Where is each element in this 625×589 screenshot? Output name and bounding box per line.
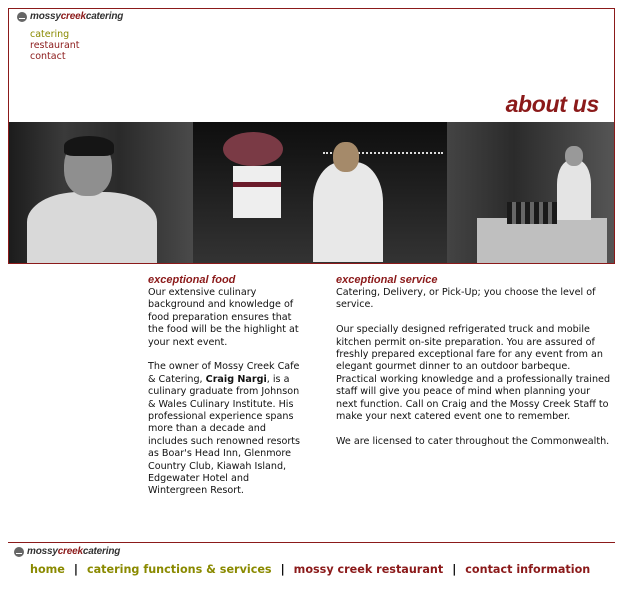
footer-nav-catering[interactable]: catering functions & services: [87, 563, 272, 576]
food-paragraph-2: The owner of Mossy Creek Cafe & Catering, Craig Nargi, is a culinary graduate from Johnson & Wales Culinary Institute. His professional experience spans more than a decade and includes such renowned resorts as Boar's Head Inn, Glenmore Country Club, Kiawah Island, Edgewater Hotel and Wintergreen Resort.: [148, 361, 301, 497]
footer-logo[interactable]: [14, 546, 120, 557]
bar-service-photo: [447, 122, 614, 263]
top-nav-catering[interactable]: catering: [30, 29, 70, 40]
footer-nav: [30, 563, 590, 576]
page-title: about us: [505, 91, 599, 117]
photo-strip: [9, 122, 614, 263]
footer-nav-contact[interactable]: contact information: [465, 563, 591, 576]
footer-divider: [8, 542, 615, 543]
nav-separator: |: [452, 563, 457, 576]
logo-mark-icon: [17, 12, 27, 22]
logo-mark-icon: [14, 547, 24, 557]
site-logo[interactable]: [17, 11, 123, 22]
service-paragraph-3: We are licensed to cater throughout the Commonwealth.: [336, 435, 610, 447]
nav-separator: |: [280, 563, 285, 576]
top-nav-restaurant[interactable]: restaurant: [30, 40, 80, 51]
service-heading: exceptional service: [336, 274, 438, 286]
wedding-cake-photo: [193, 122, 447, 263]
logo-text: mossycreekcatering: [27, 546, 121, 557]
footer-nav-home[interactable]: home: [30, 563, 65, 576]
owner-name: Craig Nargi: [205, 373, 267, 385]
footer-nav-restaurant[interactable]: mossy creek restaurant: [293, 563, 444, 576]
exceptional-service-section: [336, 274, 614, 461]
logo-text: mossycreekcatering: [30, 11, 124, 22]
service-paragraph-2: Our specially designed refrigerated truck and mobile kitchen permit on-site preparation. You are assured of freshly prepared exceptional fare for any event from an elegant gourmet dinner to an outdoor barbeque. Practical working knowledge and a professionally trained staff will give you peace of mind when planning your next function. Call on Craig and the Mossy Creek Staff to make your next catered event one to remember.: [336, 324, 611, 423]
food-heading: exceptional food: [148, 274, 236, 286]
food-paragraph-1: Our extensive culinary background and knowledge of food preparation ensures that the food will be the highlight at your next event.: [148, 287, 299, 348]
chef-photo: [9, 122, 193, 263]
top-nav: [30, 29, 80, 62]
service-paragraph-1: Catering, Delivery, or Pick-Up; you choose the level of service.: [336, 287, 596, 311]
exceptional-food-section: [148, 274, 308, 510]
top-nav-contact[interactable]: contact: [30, 51, 66, 62]
nav-separator: |: [73, 563, 78, 576]
